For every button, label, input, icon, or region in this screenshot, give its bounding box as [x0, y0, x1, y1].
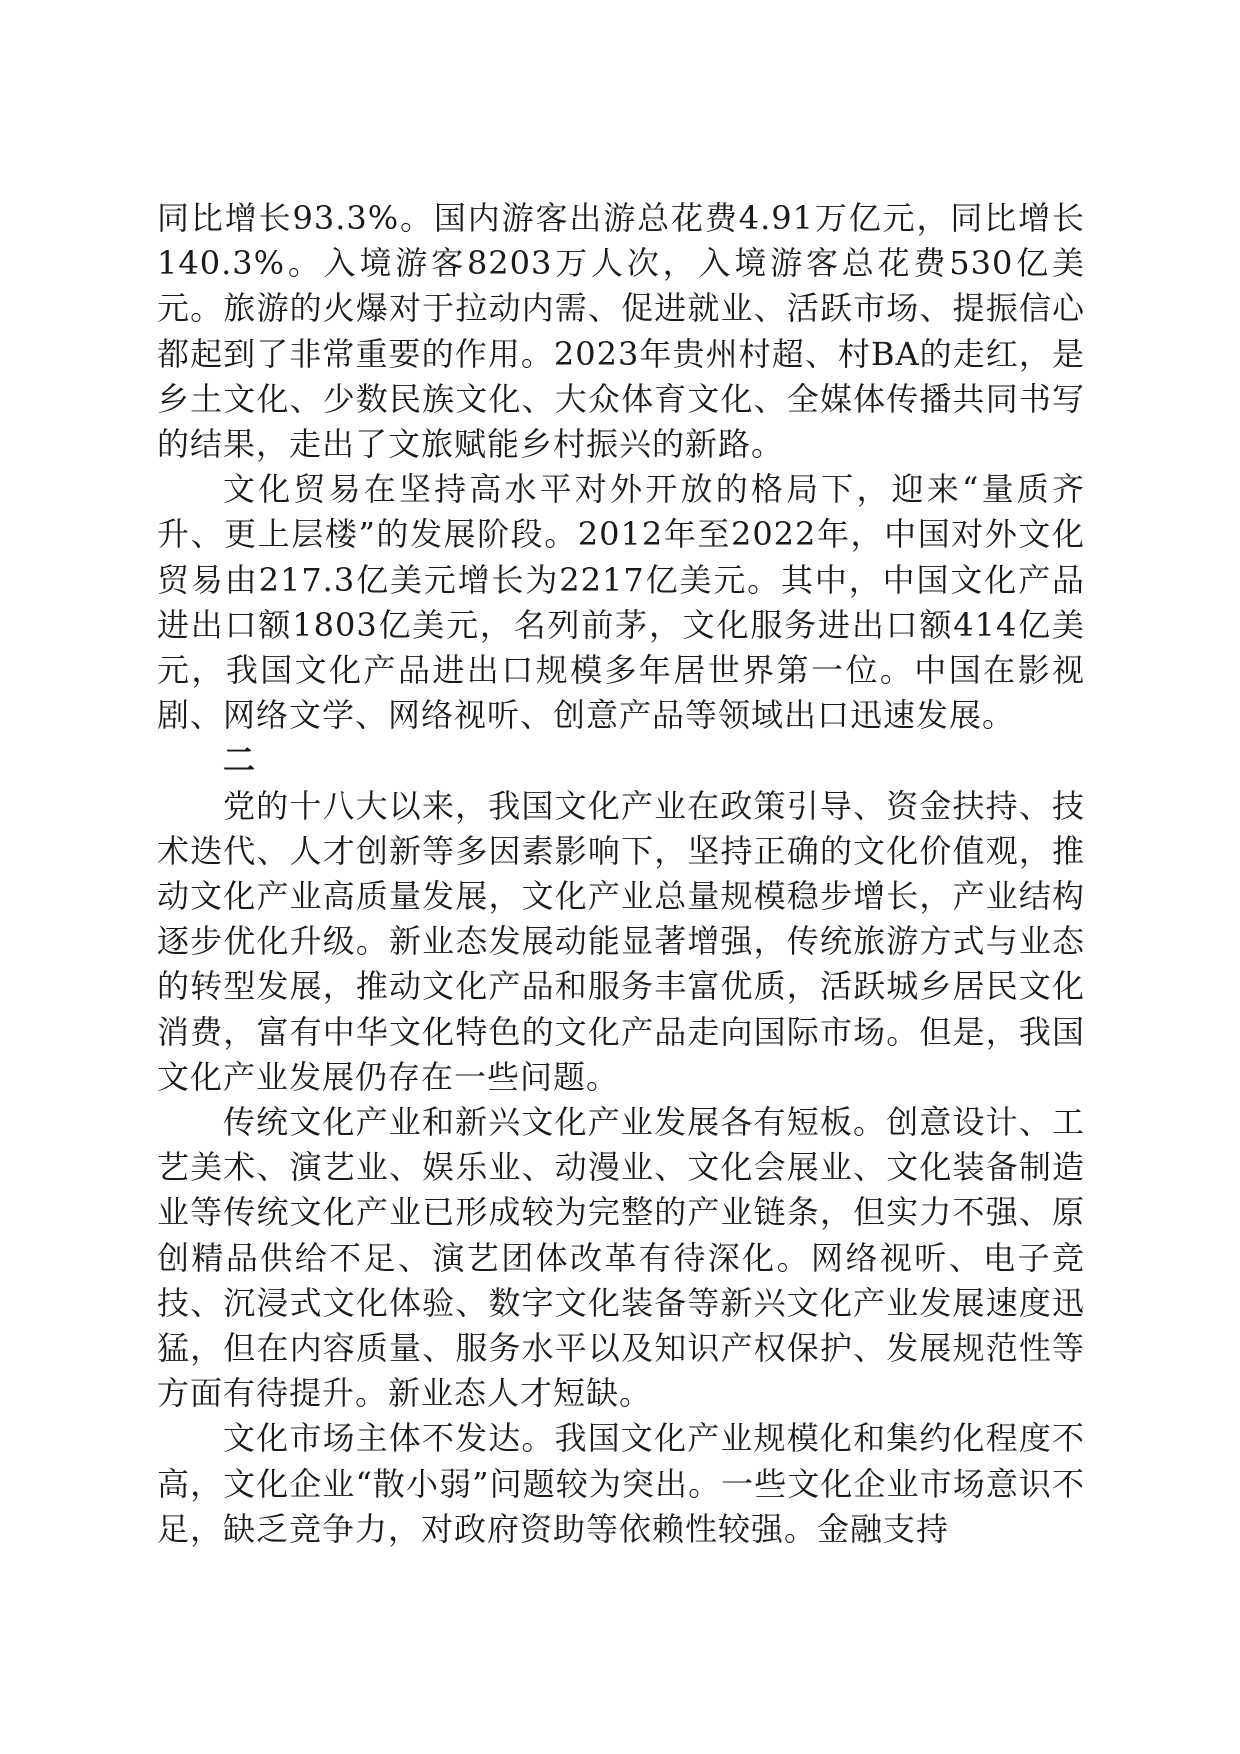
- paragraph-tourism-continued: 同比增长93.3%。国内游客出游总花费4.91万亿元，同比增长140.3%。入境游客8203万人次，入境游客总花费530亿美元。旅游的火爆对于拉动内需、促进就业、活跃市场、提振信心都起到了非常重要的作用。2023年贵州村超、村BA的走红，是乡土文化、少数民族文化、大众体育文化、全媒体传播共同书写的结果，走出了文旅赋能乡村振兴的新路。: [157, 199, 1085, 464]
- paragraph-industry-shortcomings: 传统文化产业和新兴文化产业发展各有短板。创意设计、工艺美术、演艺业、娱乐业、动漫业、文化会展业、文化装备制造业等传统文化产业已形成较为完整的产业链条，但实力不强、原创精品供给不足、演艺团体改革有待深化。网络视听、电子竞技、沉浸式文化体验、数字文化装备等新兴文化产业发展速度迅猛，但在内容质量、服务水平以及知识产权保护、发展规范性等方面有待提升。新业态人才短缺。: [157, 1103, 1085, 1413]
- paragraph-industry-overview: 党的十八大以来，我国文化产业在政策引导、资金扶持、技术迭代、人才创新等多因素影响下，坚持正确的文化价值观，推动文化产业高质量发展，文化产业总量规模稳步增长，产业结构逐步优化升级。新业态发展动能显著增强，传统旅游方式与业态的转型发展，推动文化产品和服务丰富优质，活跃城乡居民文化消费，富有中华文化特色的文化产品走向国际市场。但是，我国文化产业发展仍存在一些问题。: [157, 786, 1085, 1096]
- paragraph-market-entities: 文化市场主体不发达。我国文化产业规模化和集约化程度不高，文化企业“散小弱”问题较为突出。一些文化企业市场意识不足，缺乏竞争力，对政府资助等依赖性较强。金融支持: [157, 1419, 1085, 1548]
- document-page: [157, 196, 1085, 1552]
- section-heading: 二: [223, 741, 257, 780]
- paragraph-cultural-trade: 文化贸易在坚持高水平对外开放的格局下，迎来“量质齐升、更上层楼”的发展阶段。2012年至2022年，中国对外文化贸易由217.3亿美元增长为2217亿美元。其中，中国文化产品进出口额1803亿美元，名列前茅，文化服务进出口额414亿美元，我国文化产品进出口规模多年居世界第一位。中国在影视剧、网络文学、网络视听、创意产品等领域出口迅速发展。: [157, 470, 1085, 735]
